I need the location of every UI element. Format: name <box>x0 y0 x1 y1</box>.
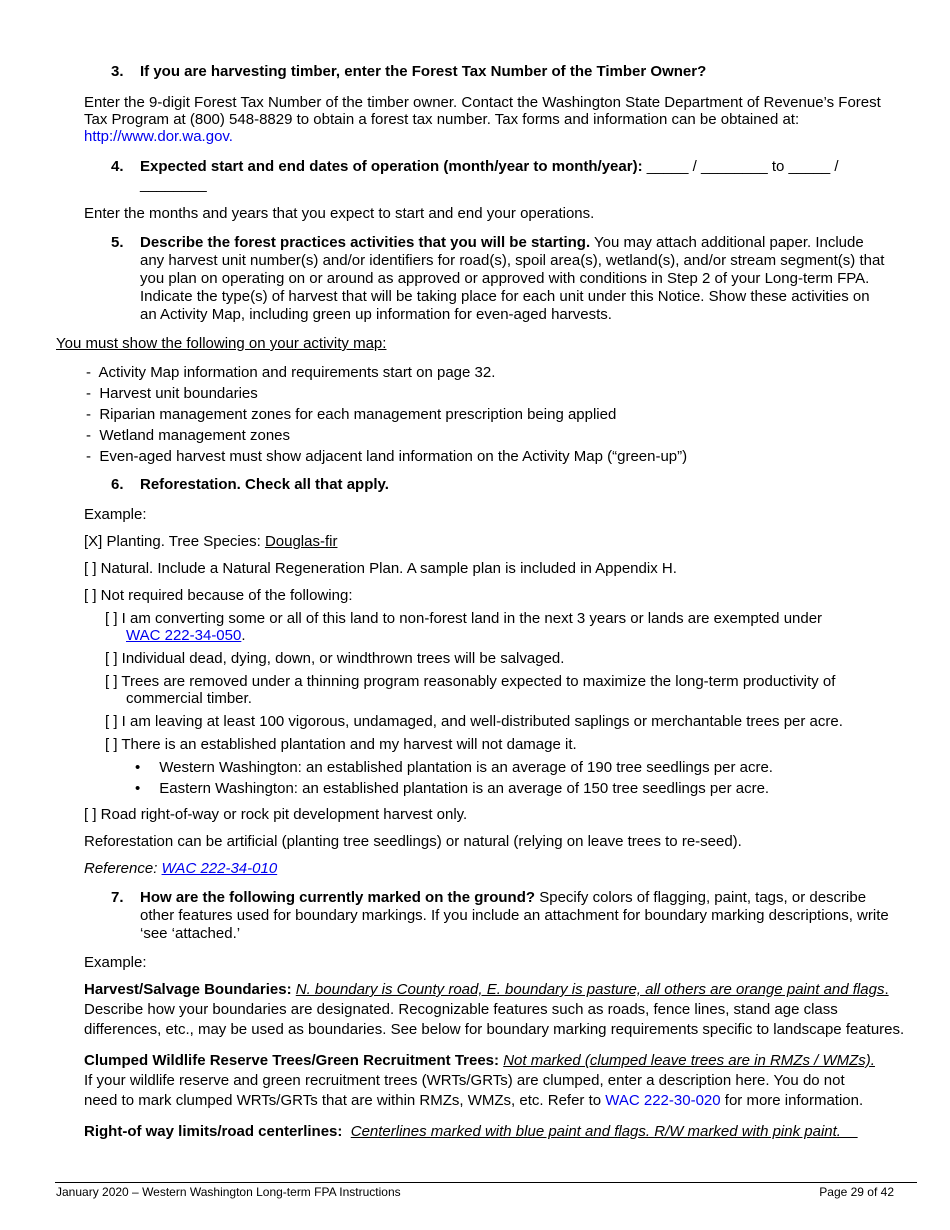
list-item: - Even-aged harvest must show adjacent land information on the Activity Map (“green-up”) <box>86 448 688 465</box>
tree-species-value: Douglas-fir <box>264 533 338 550</box>
date-blanks-line2[interactable]: ________ <box>140 176 207 193</box>
question-title: Describe the forest practices activities that you will be starting. <box>140 234 591 251</box>
wac-222-30-020-link[interactable]: WAC 222-30-020 <box>605 1092 721 1109</box>
road-option: [ ] Road right-of-way or rock pit development harvest only. <box>84 806 468 823</box>
list-item: - Activity Map information and requirements start on page 32. <box>86 364 496 381</box>
not-required-option: [ ] Not required because of the following: <box>84 587 353 604</box>
natural-option: [ ] Natural. Include a Natural Regeneration Plan. A sample plan is included in Appendix H. <box>84 560 677 577</box>
list-item: - Riparian management zones for each management prescription being applied <box>86 406 617 423</box>
page-number: Page 29 of 42 <box>819 1185 894 1199</box>
question-3-body-line1: Enter the 9-digit Forest Tax Number of the timber owner. Contact the Washington State Department of Revenue’s Forest <box>84 94 881 111</box>
question-5-line2: any harvest unit number(s) and/or identifiers for road(s), spoil area(s), wetland(s), and/or stream segment(s) that <box>140 252 885 269</box>
question-number: 6. <box>111 476 124 493</box>
question-5-heading: 5. Describe the forest practices activities that you will be starting. You may attach additional paper. Include <box>111 234 864 251</box>
reference: Reference: WAC 222-34-010 <box>84 860 278 877</box>
example-label: Example: <box>84 506 147 523</box>
question-number: 4. <box>111 158 124 175</box>
reforestation-note: Reforestation can be artificial (planting tree seedlings) or natural (relying on leave trees to re-seed). <box>84 833 742 850</box>
question-5-line4: Indicate the type(s) of harvest that will be taking place for each unit under this Notice. Show these activities on <box>140 288 870 305</box>
question-7-heading: 7. How are the following currently marked on the ground? Specify colors of flagging, paint, tags, or describe <box>111 889 867 906</box>
list-item: - Harvest unit boundaries <box>86 385 258 402</box>
planting-option: [X] Planting. Tree Species: Douglas-fir <box>84 533 338 550</box>
footer-divider <box>55 1182 917 1183</box>
question-4-body: Enter the months and years that you expect to start and end your operations. <box>84 205 595 222</box>
question-title: If you are harvesting timber, enter the Forest Tax Number of the Timber Owner? <box>140 63 707 80</box>
question-5-line3: you plan on operating on or around as approved or approved with conditions in Step 2 of your Long-term FPA. <box>140 270 870 287</box>
clumped-desc-line2: need to mark clumped WRTs/GRTs that are within RMZs, WMZs, etc. Refer to WAC 222-30-020 for more information. <box>84 1092 864 1109</box>
wac-222-34-010-link[interactable]: WAC 222-34-010 <box>161 860 278 877</box>
example-label: Example: <box>84 954 147 971</box>
list-item: - Wetland management zones <box>86 427 291 444</box>
list-item: • Western Washington: an established plantation is an average of 190 tree seedlings per acre. <box>135 759 773 776</box>
harvest-desc-line2: differences, etc., may be used as boundaries. See below for boundary marking requirements specific to landscape features. <box>84 1021 905 1038</box>
harvest-boundaries: Harvest/Salvage Boundaries: N. boundary is County road, E. boundary is pasture, all others are orange paint and flags. <box>84 981 889 998</box>
question-title: Expected start and end dates of operation (month/year to month/year): <box>140 158 643 175</box>
clumped-trees: Clumped Wildlife Reserve Trees/Green Recruitment Trees: Not marked (clumped leave trees are in RMZs / WMZs). <box>84 1052 875 1069</box>
question-title: How are the following currently marked on the ground? <box>140 889 536 906</box>
harvest-desc-line1: Describe how your boundaries are designated. Recognizable features such as roads, fence lines, stand age class <box>84 1001 838 1018</box>
question-5-line5: an Activity Map, including green up information for even-aged harvests. <box>140 306 612 323</box>
footer-left: January 2020 – Western Washington Long-term FPA Instructions <box>56 1185 401 1199</box>
question-6-heading <box>111 476 389 494</box>
harvest-boundaries-value: N. boundary is County road, E. boundary is pasture, all others are orange paint and flags <box>295 981 885 998</box>
leaving-option: [ ] I am leaving at least 100 vigorous, undamaged, and well-distributed saplings or merchantable trees per acre. <box>105 713 843 730</box>
right-of-way-value: Centerlines marked with blue paint and flags. R/W marked with pink paint. <box>350 1123 858 1140</box>
list-item: • Eastern Washington: an established plantation is an average of 150 tree seedlings per acre. <box>135 780 770 797</box>
question-3-heading <box>111 63 706 81</box>
activity-map-heading: You must show the following on your activity map: <box>56 335 387 352</box>
plantation-option: [ ] There is an established plantation and my harvest will not damage it. <box>105 736 577 753</box>
question-4-heading <box>111 158 839 176</box>
question-title: Reforestation. Check all that apply. <box>140 476 389 493</box>
question-number: 5. <box>111 234 124 251</box>
clumped-desc-line1: If your wildlife reserve and green recruitment trees (WRTs/GRTs) are clumped, enter a description here. You do not <box>84 1072 845 1089</box>
question-number: 3. <box>111 63 124 80</box>
thinning-option: [ ] Trees are removed under a thinning program reasonably expected to maximize the long-term productivity of <box>105 673 836 690</box>
clumped-trees-value: Not marked (clumped leave trees are in RMZs / WMZs). <box>503 1052 875 1069</box>
date-blanks[interactable]: _____ / ________ to _____ / <box>646 158 839 175</box>
question-7-line2: other features used for boundary markings. If you include an attachment for boundary marking descriptions, write <box>140 907 889 924</box>
converting-option: [ ] I am converting some or all of this land to non-forest land in the next 3 years or lands are exempted under <box>105 610 823 627</box>
dor-website-link[interactable]: http://www.dor.wa.gov. <box>84 128 233 145</box>
question-3-body-line2: Tax Program at (800) 548-8829 to obtain a forest tax number. Tax forms and information can be obtained at: <box>84 111 800 128</box>
question-number: 7. <box>111 889 124 906</box>
wac-222-34-050-link[interactable]: WAC 222-34-050 <box>126 627 242 644</box>
question-7-line3: ‘see ‘attached.’ <box>140 925 241 942</box>
thinning-option-line2: commercial timber. <box>126 690 252 707</box>
salvaged-option: [ ] Individual dead, dying, down, or windthrown trees will be salvaged. <box>105 650 565 667</box>
right-of-way-limits: Right-of way limits/road centerlines: Centerlines marked with blue paint and flags. R/W marked with pink paint. <box>84 1123 858 1140</box>
